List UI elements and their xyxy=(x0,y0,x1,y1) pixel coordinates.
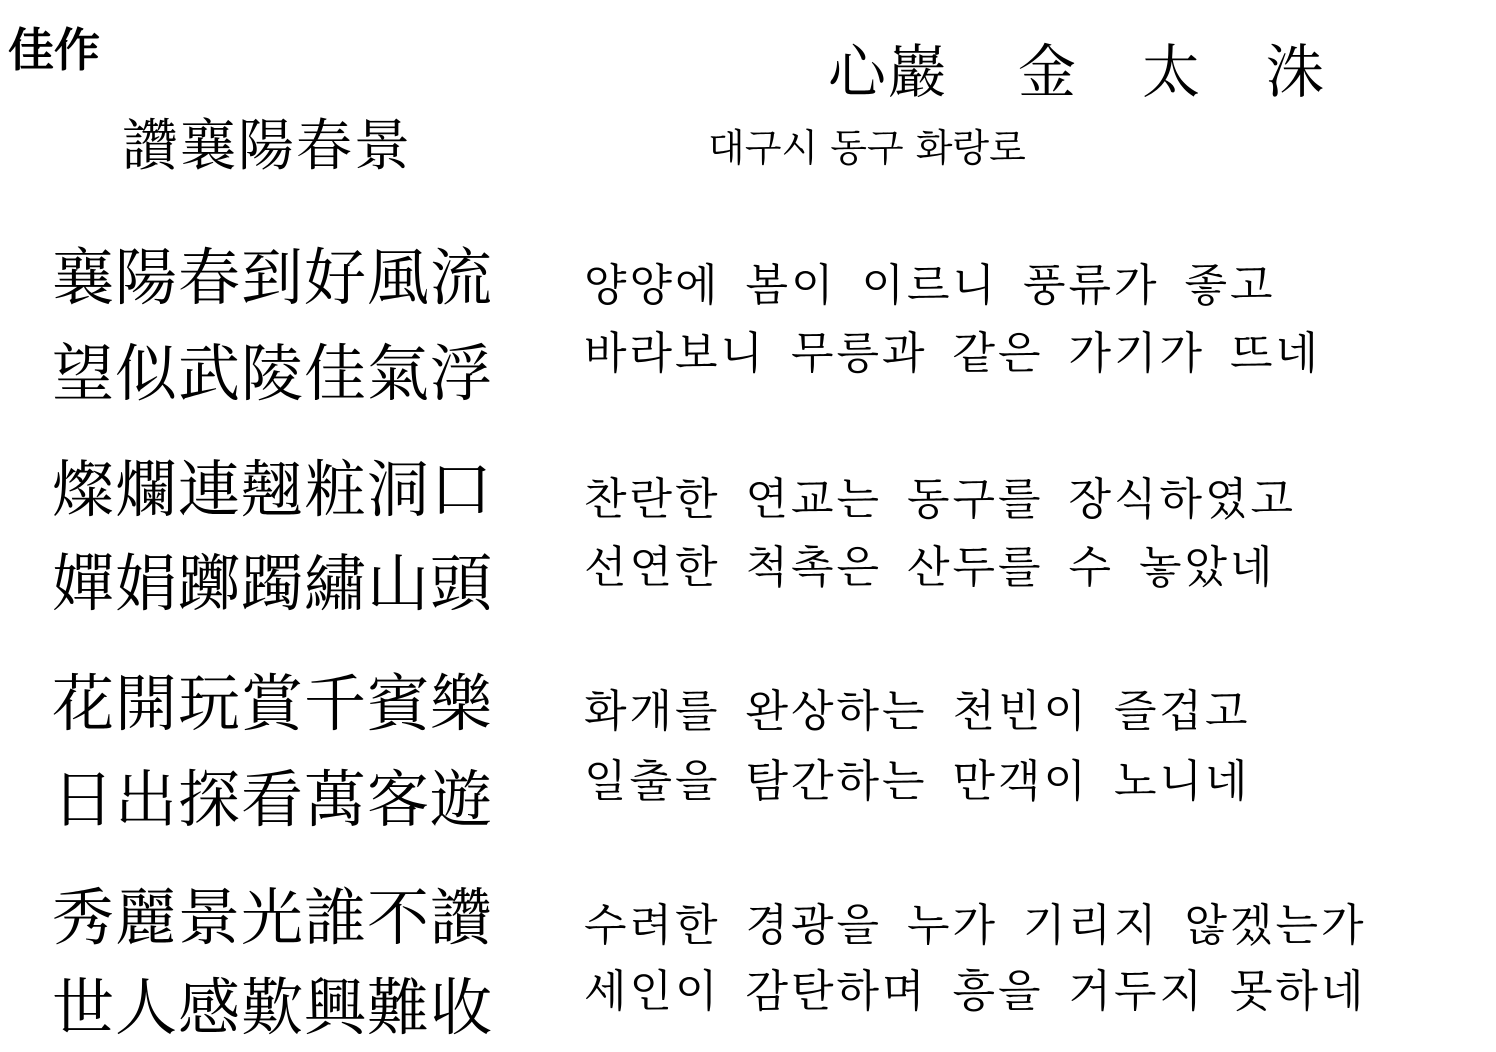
author-block xyxy=(828,36,1390,108)
translation-line: 화개를 완상하는 천빈이 즐겁고 xyxy=(584,686,1251,737)
poem-line: 燦爛連翹粧洞口 xyxy=(52,453,494,526)
poem-line: 望似武陵佳氣浮 xyxy=(52,337,494,410)
translation-line: 선연한 척촉은 산두를 수 놓았네 xyxy=(584,542,1276,593)
poem-line: 世人感歎興難收 xyxy=(52,971,494,1044)
translation-line: 일출을 탐간하는 만객이 노니네 xyxy=(584,756,1251,807)
poem-line: 花開玩賞千賓樂 xyxy=(52,667,494,740)
translation-line: 찬란한 연교는 동구를 장식하였고 xyxy=(584,474,1297,525)
poem-line: 襄陽春到好風流 xyxy=(52,241,494,314)
translation-line: 양양에 봄이 이르니 풍류가 좋고 xyxy=(584,260,1276,311)
poem-title: 讚襄陽春景 xyxy=(122,114,412,179)
translation-line: 바라보니 무릉과 같은 가기가 뜨네 xyxy=(584,328,1321,379)
poem-line: 嬋娟躑躅繡山頭 xyxy=(52,547,494,620)
author-address: 대구시 동구 화랑로 xyxy=(708,126,1026,170)
translation-line: 수려한 경광을 누가 기리지 않겠는가 xyxy=(584,900,1367,951)
translation-line: 세인이 감탄하며 흥을 거두지 못하네 xyxy=(584,966,1367,1017)
award-label: 佳作 xyxy=(8,23,100,77)
poem-line: 日出探看萬客遊 xyxy=(52,763,494,836)
author-penname: 心巖 xyxy=(828,38,949,106)
author-name: 金太洙 xyxy=(1018,38,1391,106)
poem-line: 秀麗景光誰不讚 xyxy=(52,881,494,954)
